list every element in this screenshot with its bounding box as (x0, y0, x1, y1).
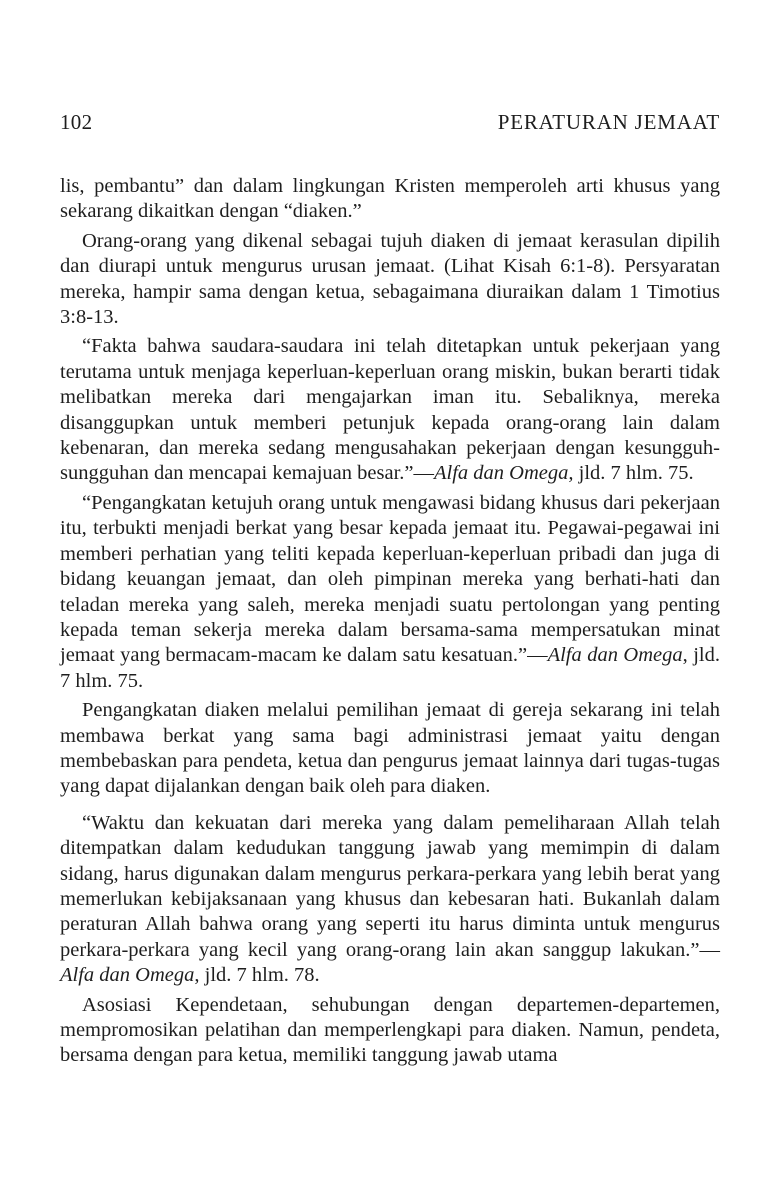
quote-paragraph-1: “Fakta bahwa saudara-saudara ini telah ditetapkan untuk pekerjaan yang terutama untuk menjaga keperluan-keperluan orang miskin, bukan berarti tidak melibatkan mereka dari mengajarkan iman itu. Sebaliknya, mereka disanggupkan untuk memberi petunjuk kepada orang-orang lain dalam kebenaran, dan mereka sedang mengusahakan pekerjaan dengan kesungguh-sungguhan dan mencapai kemajuan besar.”—Alfa dan Omega, jld. 7 hlm. 75. (60, 335, 720, 485)
running-header (60, 110, 720, 144)
citation-title: Alfa dan Omega, (434, 462, 574, 485)
paragraph-3: Pengangkatan diaken melalui pemilihan jemaat di gereja sekarang ini telah membawa berkat yang sama bagi administrasi jemaat yaitu dengan membebaskan para pendeta, ketua dan pengurus jemaat lainnya dari tugas-tugas yang dapat dijalankan dengan baik oleh para diaken. (60, 699, 720, 798)
body-text (60, 174, 720, 1069)
running-title: PERATURAN JEMAAT (497, 110, 720, 134)
page-number: 102 (60, 110, 93, 134)
citation-title: Alfa dan Omega (547, 644, 683, 667)
paragraph-1: lis, pembantu” dan dalam lingkungan Kristen memperoleh arti khusus yang sekarang dikaitkan dengan “diaken.” (60, 175, 720, 223)
quote-paragraph-3: “Waktu dan kekuatan dari mereka yang dalam pemeliharaan Allah telah ditempatkan dalam kedudukan tanggung jawab yang memimpin di dalam sidang, harus digunakan dalam mengurus perkara-perkara yang lebih berat yang memerlukan kebijaksanaan yang khusus dan kebesaran hati. Bukanlah dalam peraturan Allah bahwa orang yang seperti itu harus diminta untuk mengurus perkara-perkara yang kecil yang orang-orang lain akan sanggup lakukan.”—Alfa dan Omega, jld. 7 hlm. 78. (60, 811, 720, 987)
quote-paragraph-2: “Pengangkatan ketujuh orang untuk mengawasi bidang khusus dari pekerjaan itu, terbukti menjadi berkat yang besar kepada jemaat itu. Pegawai-pegawai ini memberi perhatian yang teliti kepada keperluan-keperluan pribadi dan juga di bidang keuangan jemaat, dan oleh pimpinan mereka yang berhati-hati dan teladan mereka yang saleh, mereka menjadi suatu pertolongan yang penting kepada teman sekerja mereka dalam bersama-sama mempersatukan minat jemaat yang bermacam-macam ke dalam satu kesatuan.”—Alfa dan Omega, jld. 7 hlm. 75. (60, 491, 720, 692)
paragraph-4: Asosiasi Kependetaan, sehubungan dengan departemen-departemen, mempromosikan pelatihan dan memperlengkapi para diaken. Namun, pendeta, bersama dengan para ketua, memiliki tanggung jawab utama (60, 993, 720, 1067)
book-page (60, 110, 720, 1069)
citation-title: Alfa dan Omega (60, 964, 195, 987)
paragraph-2: Orang-orang yang dikenal sebagai tujuh diaken di jemaat kerasulan dipilih dan diurapi untuk mengurus urusan jemaat. (Lihat Kisah 6:1-8). Persyaratan mereka, hampir sama dengan ketua, sebagaimana diuraikan dalam 1 Timotius 3:8-13. (60, 229, 720, 329)
